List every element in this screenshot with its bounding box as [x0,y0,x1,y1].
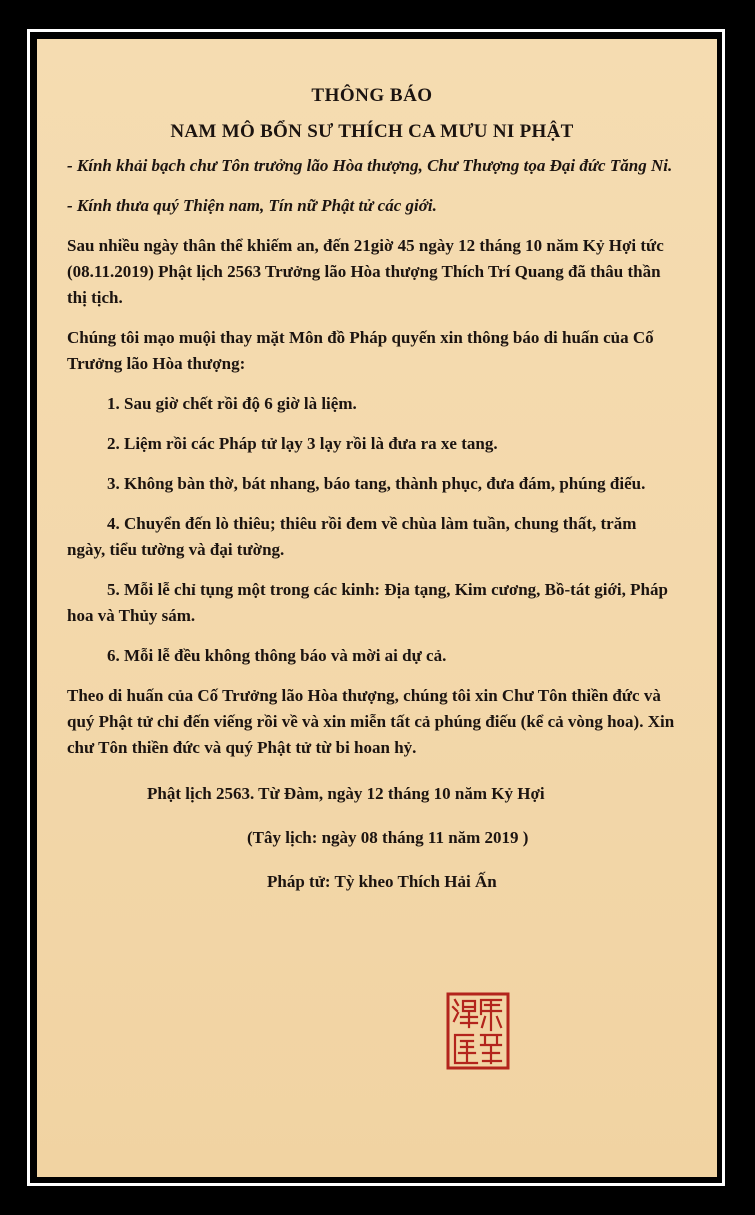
instruction-item [67,577,677,629]
instruction-text-3: 3. Không bàn thờ, bát nhang, báo tang, thành phục, đưa đám, phúng điếu. [107,474,646,493]
instruction-item [67,471,677,497]
notice-document [67,83,677,895]
paragraph-announcement: Sau nhiều ngày thân thể khiếm an, đến 21giờ 45 ngày 12 tháng 10 năm Kỷ Hợi tức (08.11.2019) Phật lịch 2563 Trưởng lão Hòa thượng Thích Trí Quang đã thâu thần thị tịch. [67,236,664,307]
doc-title: THÔNG BÁO [311,85,433,106]
instruction-text-4: 4. Chuyển đến lò thiêu; thiêu rồi đem về chùa làm tuần, chung thất, trăm ngày, tiểu tường và đại tường. [67,514,637,559]
red-seal-stamp [445,991,511,1071]
date-lunar: Phật lịch 2563. Từ Đàm, ngày 12 tháng 10 năm Kỷ Hợi [147,784,545,803]
paper-sheet [37,39,717,1177]
instruction-item [67,643,677,669]
instruction-text-2: 2. Liệm rồi các Pháp tử lạy 3 lạy rồi là đưa ra xe tang. [107,434,498,453]
instruction-text-1: 1. Sau giờ chết rồi độ 6 giờ là liệm. [107,394,357,413]
paragraph-intro-instructions: Chúng tôi mạo muội thay mặt Môn đồ Pháp quyến xin thông báo di huấn của Cố Trưởng lão Hòa thượng: [67,328,654,373]
signer-name: Pháp tử: Tỳ kheo Thích Hải Ấn [267,872,497,891]
instruction-item [67,511,677,563]
instruction-item [67,391,677,417]
greeting-clergy: - Kính khải bạch chư Tôn trưởng lão Hòa thượng, Chư Thượng tọa Đại đức Tăng Ni. [67,156,673,175]
instruction-text-5: 5. Mỗi lễ chỉ tụng một trong các kinh: Địa tạng, Kim cương, Bồ-tát giới, Pháp hoa và Thủy sám. [67,580,668,625]
greeting-laypeople: - Kính thưa quý Thiện nam, Tín nữ Phật tử các giới. [67,196,437,215]
date-solar: (Tây lịch: ngày 08 tháng 11 năm 2019 ) [247,828,529,847]
doc-subtitle: NAM MÔ BỔN SƯ THÍCH CA MƯU NI PHẬT [170,121,574,142]
instruction-text-6: 6. Mỗi lễ đều không thông báo và mời ai dự cả. [107,646,447,665]
instruction-item [67,431,677,457]
paragraph-request: Theo di huấn của Cố Trưởng lão Hòa thượng, chúng tôi xin Chư Tôn thiền đức và quý Phật tử chỉ đến viếng rồi về và xin miễn tất cả phúng điếu (kể cả vòng hoa). Xin chư Tôn thiền đức và quý Phật tử từ bi hoan hỷ. [67,686,675,757]
